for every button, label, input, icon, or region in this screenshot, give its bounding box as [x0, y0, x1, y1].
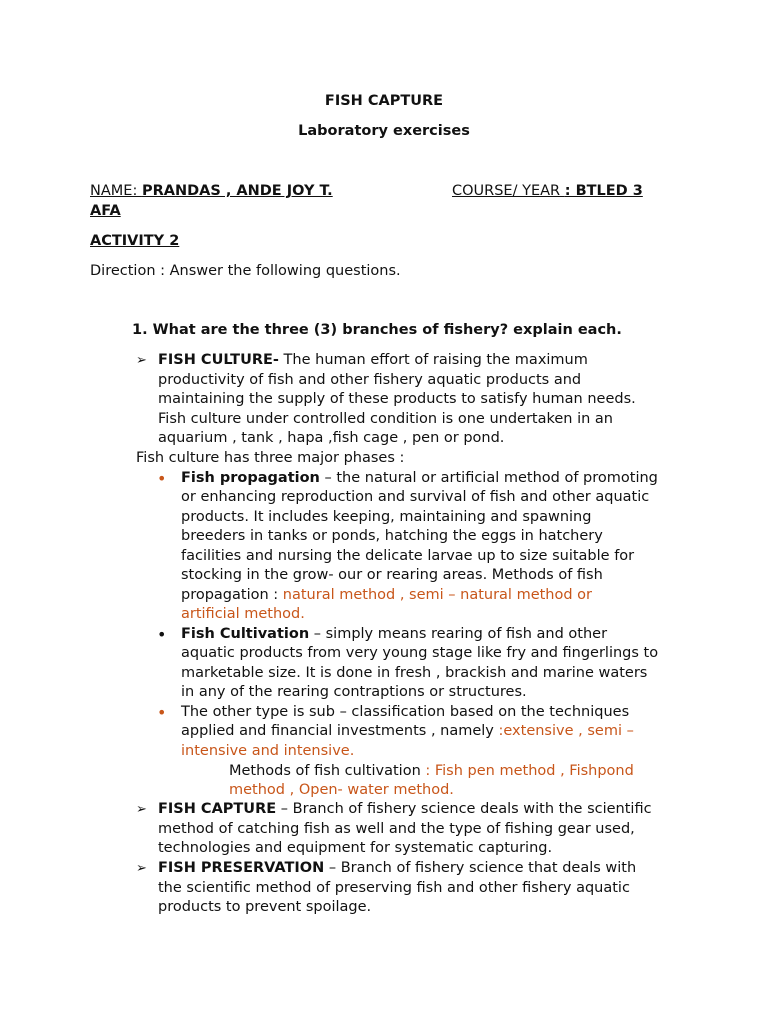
fish-capture-line-2: method of catching fish as well and the type of fishing gear used,	[158, 821, 635, 837]
fish-capture-line-1: FISH CAPTURE – Branch of fishery science deals with the scientific	[158, 801, 652, 817]
propagation-methods-wrap: artificial method.	[181, 606, 305, 622]
propagation-term: Fish propagation	[181, 470, 320, 486]
activity-title: ACTIVITY 2	[90, 233, 180, 249]
propagation-line-1: Fish propagation – the natural or artificial method of promoting	[181, 470, 658, 486]
phases-intro: Fish culture has three major phases :	[136, 450, 405, 466]
name-label: NAME:	[90, 183, 142, 199]
cultivation-line-4: in any of the rearing contraptions or structures.	[181, 684, 527, 700]
course-value: : BTLED 3	[564, 183, 643, 199]
propagation-line-3: products. It includes keeping, maintaining and spawning	[181, 509, 592, 525]
arrow-bullet-icon: ➢	[136, 802, 147, 817]
cultivation-methods: Methods of fish cultivation : Fish pen method , Fishpond	[229, 763, 634, 779]
arrow-bullet-icon: ➢	[136, 861, 147, 876]
cultivation-line-2: aquatic products from very young stage like fry and fingerlings to	[181, 645, 659, 661]
cultivation-methods-wrap: method , Open- water method.	[229, 782, 454, 798]
other-type-line-3: intensive and intensive.	[181, 743, 355, 759]
fish-culture-line-2: productivity of fish and other fishery aquatic products and	[158, 372, 582, 388]
cultivation-line-1: Fish Cultivation – simply means rearing of fish and other	[181, 626, 608, 642]
document-subtitle: Laboratory exercises	[298, 123, 470, 139]
direction-text: Direction : Answer the following questions.	[90, 263, 401, 279]
course-value-wrap: AFA	[90, 203, 121, 219]
fish-culture-line-3: maintaining the supply of these products to satisfy human needs.	[158, 391, 636, 407]
propagation-methods: propagation : natural method , semi – natural method or	[181, 587, 593, 603]
bullet-dot-icon: •	[157, 469, 167, 488]
cultivation-term: Fish Cultivation	[181, 626, 310, 642]
propagation-line-4: breeders in tanks or ponds, hatching the eggs in hatchery	[181, 528, 603, 544]
course-field	[452, 182, 643, 202]
propagation-line-5: facilities and nursing the delicate larvae up to size suitable for	[181, 548, 635, 564]
fish-culture-line-1: FISH CULTURE- The human effort of raising the maximum	[158, 352, 588, 368]
propagation-methods-highlight: natural method , semi – natural method or	[282, 587, 593, 603]
course-label: COURSE/ YEAR	[452, 183, 565, 199]
document-title: FISH CAPTURE	[324, 93, 444, 109]
other-type-line-2: applied and financial investments , namely :extensive , semi –	[181, 723, 634, 739]
cultivation-methods-highlight: : Fish pen method , Fishpond	[425, 763, 634, 779]
fish-capture-term: FISH CAPTURE	[158, 801, 277, 817]
bullet-dot-icon: •	[157, 625, 167, 644]
name-field	[90, 182, 333, 202]
other-type-line-1: The other type is sub – classification based on the techniques	[181, 704, 630, 720]
fish-culture-term: FISH CULTURE-	[158, 352, 279, 368]
fish-culture-line-4: Fish culture under controlled condition is one undertaken in an	[158, 411, 613, 427]
propagation-line-2: or enhancing reproduction and survival of fish and other aquatic	[181, 489, 650, 505]
question-heading: 1. What are the three (3) branches of fishery? explain each.	[132, 322, 622, 338]
fish-preservation-line-3: products to prevent spoilage.	[158, 899, 372, 915]
name-value: PRANDAS , ANDE JOY T.	[141, 183, 333, 199]
bullet-dot-icon: •	[157, 703, 167, 722]
fish-culture-line-5: aquarium , tank , hapa ,fish cage , pen or pond.	[158, 430, 505, 446]
cultivation-line-3: marketable size. It is done in fresh , brackish and marine waters	[181, 665, 648, 681]
other-type-highlight: :extensive , semi –	[498, 723, 634, 739]
fish-preservation-line-1: FISH PRESERVATION – Branch of fishery science that deals with	[158, 860, 637, 876]
fish-capture-line-3: technologies and equipment for systematic capturing.	[158, 840, 553, 856]
fish-preservation-line-2: the scientific method of preserving fish and other fishery aquatic	[158, 880, 630, 896]
propagation-line-6: stocking in the grow- our or rearing areas. Methods of fish	[181, 567, 603, 583]
fish-preservation-term: FISH PRESERVATION	[158, 860, 325, 876]
arrow-bullet-icon: ➢	[136, 353, 147, 368]
